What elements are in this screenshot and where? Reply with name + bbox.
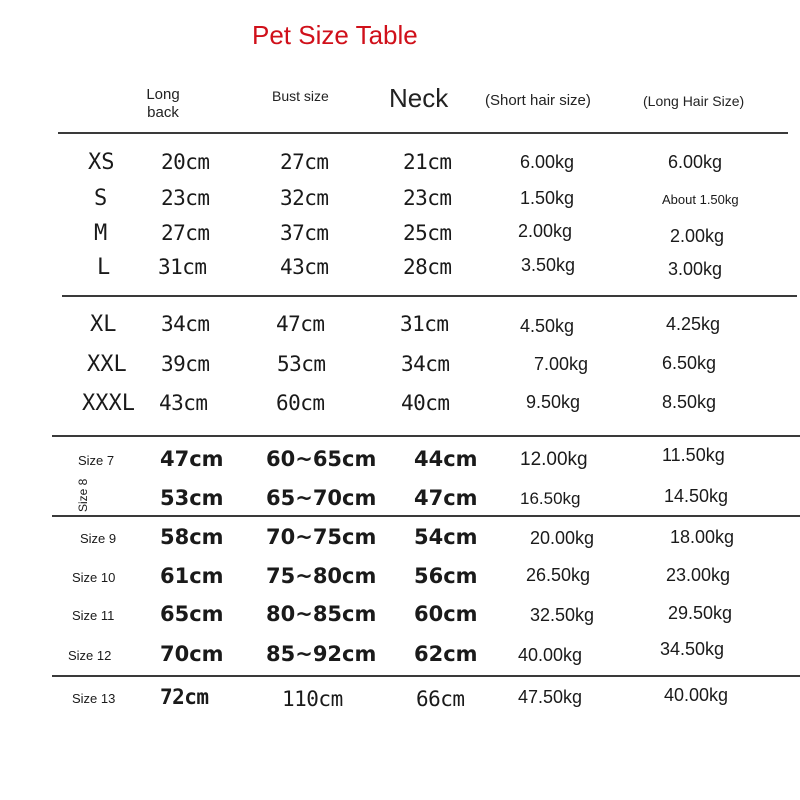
neck-value: 28cm — [403, 255, 452, 279]
header-bust-size: Bust size — [272, 88, 329, 104]
long-back-value: 65cm — [160, 602, 224, 626]
long-back-value: 27cm — [161, 221, 210, 245]
bust-value: 27cm — [280, 150, 329, 174]
long-back-value: 58cm — [160, 525, 224, 549]
long-back-value: 53cm — [160, 486, 224, 510]
long-back-value: 23cm — [161, 186, 210, 210]
size-label: XS — [88, 150, 115, 175]
size-label: Size 12 — [68, 648, 112, 663]
long-hair-weight: 6.00kg — [668, 152, 723, 172]
short-hair-weight: 40.00kg — [518, 645, 583, 665]
bust-value: 60cm — [276, 391, 325, 415]
size-label: XL — [90, 312, 117, 337]
short-hair-weight: 3.50kg — [521, 255, 576, 275]
short-hair-weight: 1.50kg — [520, 188, 575, 208]
long-hair-weight: 6.50kg — [662, 353, 717, 373]
neck-value: 66cm — [416, 687, 465, 711]
long-hair-weight: 23.00kg — [666, 565, 731, 585]
long-back-value: 20cm — [161, 150, 210, 174]
neck-value: 54cm — [414, 525, 478, 549]
header-short-hair: (Short hair size) — [485, 92, 591, 109]
long-hair-weight: 18.00kg — [670, 527, 735, 547]
short-hair-weight: 20.00kg — [530, 528, 595, 548]
table-row — [0, 639, 800, 682]
bust-value: 65~70cm — [266, 486, 377, 510]
neck-value: 25cm — [403, 221, 452, 245]
short-hair-weight: 7.00kg — [534, 354, 589, 374]
size-label: Size 13 — [72, 691, 116, 706]
bust-value: 70~75cm — [266, 525, 377, 549]
long-back-value: 31cm — [158, 255, 207, 279]
long-back-value: 34cm — [161, 312, 210, 336]
divider — [62, 295, 797, 297]
header-long-hair: (Long Hair Size) — [643, 93, 745, 109]
short-hair-weight: 9.50kg — [526, 392, 581, 412]
long-hair-weight: 11.50kg — [662, 445, 725, 465]
long-hair-weight: 4.25kg — [666, 314, 721, 334]
bust-value: 47cm — [276, 312, 325, 336]
table-row — [0, 255, 800, 295]
size-label: M — [94, 221, 108, 246]
table-row — [0, 150, 800, 190]
long-hair-weight: 34.50kg — [660, 639, 725, 659]
long-hair-weight: 29.50kg — [668, 603, 733, 623]
long-back-value: 43cm — [159, 391, 208, 415]
table-row — [0, 352, 800, 392]
short-hair-weight: 16.50kg — [520, 489, 581, 508]
bust-value: 75~80cm — [266, 564, 377, 588]
table-row — [0, 564, 800, 604]
long-back-value: 47cm — [160, 447, 224, 471]
table-row — [0, 312, 800, 352]
table-row — [0, 391, 800, 431]
bust-value: 37cm — [280, 221, 329, 245]
table-row — [0, 685, 800, 725]
long-back-value: 70cm — [160, 642, 224, 666]
long-hair-weight: 40.00kg — [664, 685, 729, 705]
divider — [58, 132, 788, 134]
size-label: S — [94, 186, 108, 211]
long-back-value: 72cm — [160, 685, 209, 709]
size-label: Size 10 — [72, 570, 116, 585]
neck-value: 31cm — [400, 312, 449, 336]
long-hair-weight: 14.50kg — [664, 486, 729, 506]
divider — [52, 435, 800, 437]
bust-value: 60~65cm — [266, 447, 377, 471]
short-hair-weight: 12.00kg — [520, 449, 588, 470]
short-hair-weight: 4.50kg — [520, 316, 575, 336]
table-row — [0, 525, 800, 565]
bust-value: 110cm — [282, 687, 343, 711]
neck-value: 62cm — [414, 642, 478, 666]
size-label: Size 8 — [76, 478, 90, 512]
page-title: Pet Size Table — [252, 20, 418, 50]
long-hair-weight: About 1.50kg — [662, 192, 739, 207]
bust-value: 53cm — [277, 352, 326, 376]
neck-value: 60cm — [414, 602, 478, 626]
long-hair-weight: 2.00kg — [670, 226, 725, 246]
short-hair-weight: 47.50kg — [518, 687, 583, 707]
bust-value: 80~85cm — [266, 602, 377, 626]
neck-value: 23cm — [403, 186, 452, 210]
neck-value: 47cm — [414, 486, 478, 510]
neck-value: 34cm — [401, 352, 450, 376]
long-back-value: 39cm — [161, 352, 210, 376]
size-label: Size 7 — [78, 453, 115, 468]
size-label: Size 9 — [80, 531, 117, 546]
header-neck: Neck — [389, 83, 449, 113]
table-row — [0, 447, 800, 487]
neck-value: 44cm — [414, 447, 478, 471]
size-label: XXL — [87, 352, 127, 377]
table-row — [0, 602, 800, 642]
short-hair-weight: 26.50kg — [526, 565, 591, 585]
long-hair-weight: 3.00kg — [668, 259, 723, 279]
neck-value: 21cm — [403, 150, 452, 174]
bust-value: 43cm — [280, 255, 329, 279]
bust-value: 32cm — [280, 186, 329, 210]
short-hair-weight: 32.50kg — [530, 605, 595, 625]
long-hair-weight: 8.50kg — [662, 392, 717, 412]
size-label: Size 11 — [72, 608, 115, 623]
header-long-back: Long back — [146, 86, 180, 121]
neck-value: 56cm — [414, 564, 478, 588]
neck-value: 40cm — [401, 391, 450, 415]
short-hair-weight: 2.00kg — [518, 221, 573, 241]
size-label: L — [97, 255, 111, 280]
table-row — [0, 186, 800, 226]
size-label: XXXL — [82, 391, 135, 416]
short-hair-weight: 6.00kg — [520, 152, 575, 172]
table-row — [0, 478, 800, 526]
long-back-value: 61cm — [160, 564, 224, 588]
bust-value: 85~92cm — [266, 642, 377, 666]
